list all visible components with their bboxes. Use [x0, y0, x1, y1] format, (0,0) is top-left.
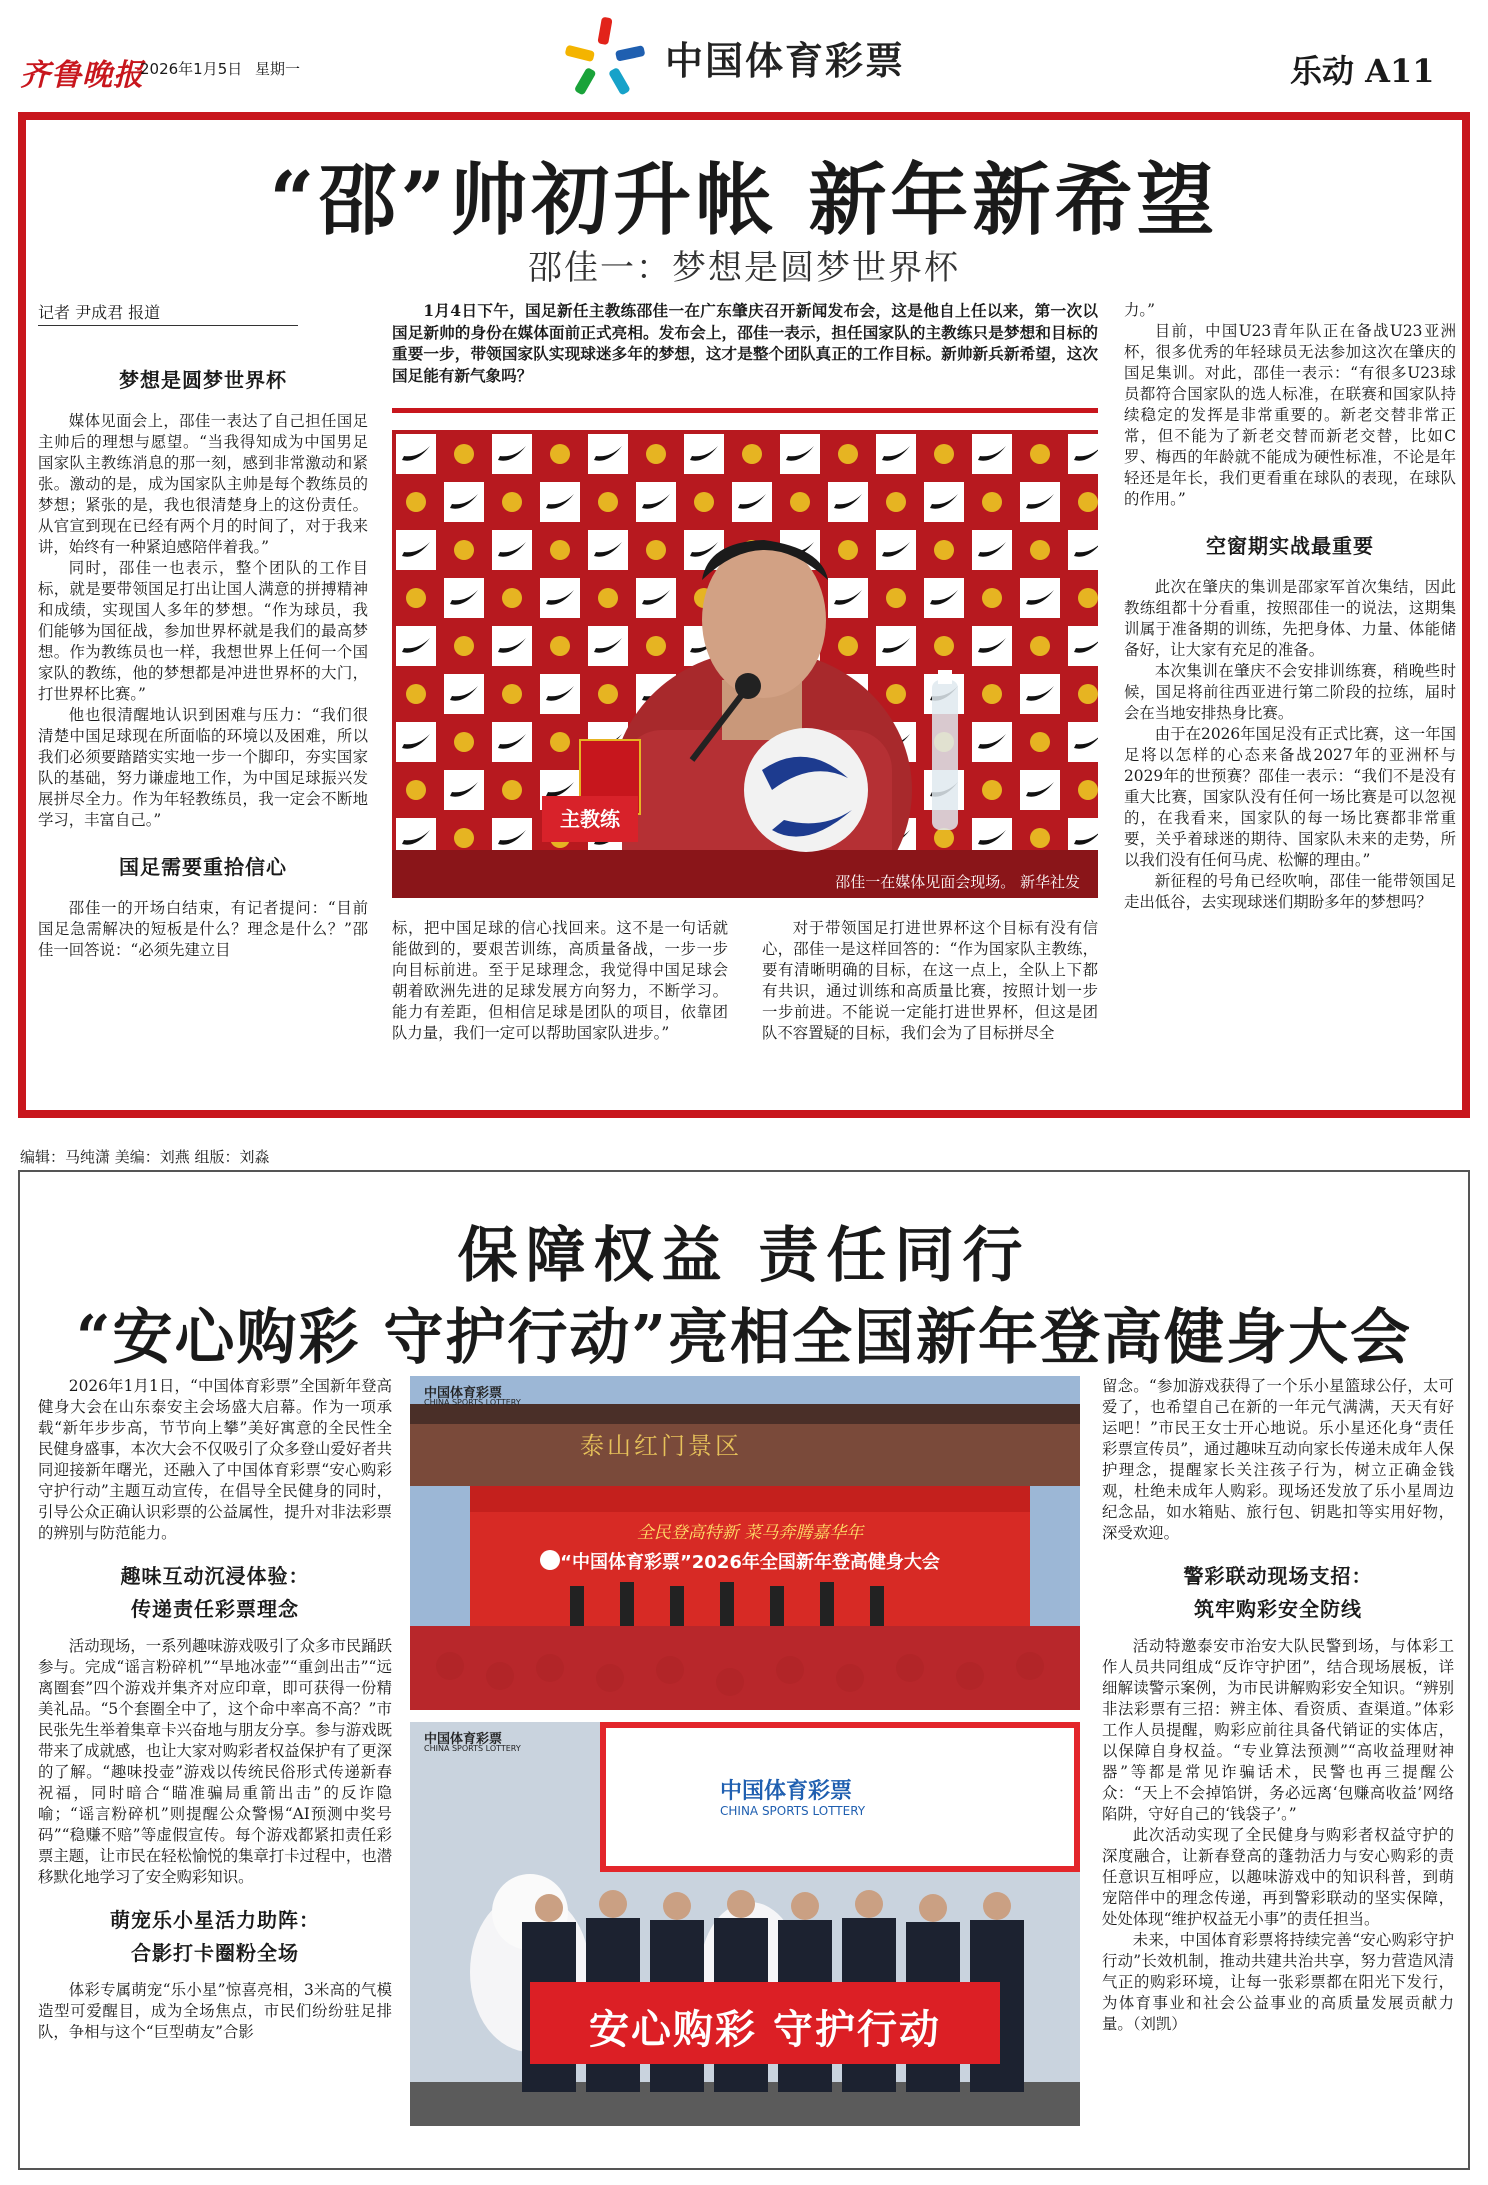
paragraph: 本次集训在肇庆不会安排训练赛，稍晚些时候，国足将前往西亚进行第二阶段的拉练，届时会在当地安排热身比赛。: [1124, 662, 1456, 722]
paragraph: 活动现场，一系列趣味游戏吸引了众多市民踊跃参与。完成“谣言粉碎机”“旱地冰壶”“重剑出击”“远离圈套”四个游戏并集齐对应印章，即可获得一份精美礼品。“5个套圈全中了，这个命中率高不高？”市民张先生举着集章卡兴奋地与朋友分享。参与游戏既带来了成就感，也让大家对购彩者权益保护有了更深的了解。“趣味投壶”游戏以传统民俗形式传递新春祝福，同时暗合“瞄准骗局重箭出击”的反诈隐喻；“谣言粉碎机”则提醒公众警惕“AI预测中奖号码”“稳赚不赔”等虚假宣传。每个游戏都紧扣责任彩票主题，让市民在轻松愉悦的集章打卡过程中，也潜移默化地学习了安全购彩知识。: [38, 1637, 393, 1886]
editor-credits: 编辑：马纯潇 美编：刘燕 组版：刘淼: [20, 1148, 270, 1166]
article1-col4: [1124, 300, 1456, 913]
section-page: 乐动 A11: [1290, 52, 1435, 90]
subheading: 空窗期实战最重要: [1206, 534, 1374, 558]
photo-logo-en: CHINA SPORTS LOTTERY: [424, 1398, 521, 1407]
paragraph: 2026年1月1日，“中国体育彩票”全国新年登高健身大会在山东泰安主会场盛大启幕。作为一项承载“新年步步高，节节向上攀”美好寓意的全民性全民健身盛事，本次大会不仅吸引了众多登山爱好者共同迎接新年曙光，还融入了中国体育彩票“安心购彩 守护行动”主题互动宣传，在倡导全民健身的同时，引导公众正确认识彩票的公益属性，提升对非法彩票的辨别与防范能力。: [38, 1377, 392, 1542]
issue-weekday: 星期一: [255, 60, 301, 78]
paragraph: 此次活动实现了全民健身与购彩者权益守护的深度融合，让新春登高的蓬勃活力与安心购彩的责任意识互相呼应，以趣味游戏中的知识科普，到萌宠陪伴中的理念传递，再到警彩联动的坚实保障，处处体现“维护权益无小事”的责任担当。: [1102, 1826, 1454, 1928]
article1-lead: 1月4日下午，国足新任主教练邵佳一在广东肇庆召开新闻发布会，这是他自上任以来，第一次以国足新帅的身份在媒体面前正式亮相。发布会上，邵佳一表示，担任国家队的主教练只是梦想和目标的重要一步，带领国家队实现球迷多年的梦想，这才是整个团队真正的工作目标。新帅新兵新希望，这次国足能有新气象吗？: [392, 301, 1098, 385]
subheading: 传递责任彩票理念: [131, 1597, 299, 1621]
byline: 记者 尹成君 报道: [38, 300, 298, 326]
photo-logo: 中国体育彩票: [424, 1386, 503, 1401]
photo-caption: 邵佳一在媒体见面会现场。 新华社发: [835, 873, 1080, 891]
subheading: 萌宠乐小星活力助阵：: [110, 1908, 320, 1932]
subheading: 趣味互动沉浸体验：: [120, 1564, 310, 1588]
paragraph: 此次在肇庆的集训是邵家军首次集结，因此教练组都十分看重，按照邵佳一的说法，这期集训属于准备期的训练，先把身体、力量、体能储备好，让大家有充足的准备。: [1124, 578, 1456, 659]
lottery-brand-name: 中国体育彩票: [665, 39, 906, 83]
subheading: 合影打卡圈粉全场: [131, 1941, 299, 1965]
article1-subtitle: 邵佳一：梦想是圆梦世界杯: [528, 248, 960, 288]
stage-scene: [410, 1376, 1080, 1710]
newspaper-name: 齐鲁晚报: [20, 58, 144, 93]
gate-sign: 泰山红门景区: [580, 1432, 742, 1460]
paragraph: 同时，邵佳一也表示，整个团队的工作目标，就是要带领国足打出让国人满意的拼搏精神和成绩，实现国人多年的梦想。“作为球员，我们能够为国征战，参加世界杯就是我们的最高梦想。作为教练员也一样，我想世界上任何一个国家队的教练，他的梦想都是冲进世界杯的大门，打世界杯比赛。”: [38, 559, 368, 703]
campaign-banner: 安心购彩 守护行动: [589, 2007, 941, 2053]
team-photo: [410, 1722, 1080, 2126]
divider: [392, 408, 1098, 413]
paragraph: 对于带领国足打进世界杯这个目标有没有信心，邵佳一是这样回答的：“作为国家队主教练，要有清晰明确的目标，在这一点上，全队上下都有共识，通过训练和高质量比赛，按照计划一步一步前进。不能说一定能打进世界杯，但这是团队不容置疑的目标，我们会为了目标拼尽全: [762, 919, 1098, 1042]
article1-title: “邵”帅初升帐 新年新希望: [269, 155, 1219, 246]
paragraph: 邵佳一的开场白结束，有记者提问：“目前国足急需解决的短板是什么？理念是什么？”邵佳一回答说：“必须先建立目: [38, 899, 368, 959]
photo-logo: 中国体育彩票: [424, 1732, 503, 1747]
stage-banner-top: 全民登高特新 菜马奔腾嘉华年: [636, 1523, 864, 1543]
subheading: 筑牢购彩安全防线: [1194, 1597, 1362, 1621]
article2-col3: [1102, 1376, 1454, 2035]
paragraph: 留念。“参加游戏获得了一个乐小星篮球公仔，太可爱了，也希望自己在新的一年元气满满，天天有好运吧！”市民王女士开心地说。乐小星还化身“责任彩票宣传员”，通过趣味互动向家长传递未成年人保护理念，提醒家长关注孩子行为，树立正确金钱观，杜绝未成年人购彩。现场还发放了乐小星周边纪念品，如水箱贴、旅行包、钥匙扣等实用好物，深受欢迎。: [1102, 1377, 1454, 1542]
paragraph: 媒体见面会上，邵佳一表达了自己担任国足主帅后的理想与愿望。“当我得知成为中国男足国家队主教练消息的那一刻，感到非常激动和紧张。激动的是，成为国家队主帅是每个教练员的梦想；紧张的是，我也很清楚身上的这份责任。从官宣到现在已经有两个月的时间了，对于我来讲，始终有一种紧迫感陪伴着我。”: [38, 412, 368, 556]
paragraph: 活动特邀泰安市治安大队民警到场，与体彩工作人员共同组成“反诈守护团”，结合现场展板，详细解读警示案例，为市民讲解购彩安全知识。“辨别非法彩票有三招：辨主体、看资质、查渠道。”体彩工作人员提醒，购彩应前往具备代销证的实体店，以保障自身权益。“专业算法预测”“高收益理财神器”等都是常见诈骗话术，民警也再三提醒公众：“天上不会掉馅饼，务必远离‘包赚高收益’网络陷阱，守好自己的‘钱袋子’。”: [1102, 1637, 1454, 1823]
subheading: 梦想是圆梦世界杯: [119, 368, 287, 392]
article2-col1: [38, 1376, 392, 2043]
paragraph: 由于在2026年国足没有正式比赛，这一年国足将以怎样的心态来备战2027年的亚洲杯与2029年的世预赛？邵佳一表示：“我们不是没有重大比赛，国家队没有任何一场比赛是可以忽视的，在我看来，国家队的每一场比赛都非常重要，关乎着球迷的期待、国家队未来的走势，所以我们没有任何马虎、松懈的理由。”: [1124, 725, 1456, 869]
sports-lottery-logo-icon: [560, 12, 650, 102]
backdrop-brand: 中国体育彩票: [720, 1779, 853, 1804]
backdrop-brand-en: CHINA SPORTS LOTTERY: [720, 1804, 866, 1818]
article1-col3: [762, 918, 1098, 1044]
issue-date: 2026年1月5日: [140, 60, 243, 78]
press-conference-photo: [392, 430, 1098, 898]
article1-col1: [38, 336, 368, 961]
stage-banner-main: “中国体育彩票”2026年全国新年登高健身大会: [560, 1552, 940, 1573]
paragraph: 目前，中国U23青年队正在备战U23亚洲杯，很多优秀的年轻球员无法参加这次在肇庆的国足集训。对此，邵佳一表示：“有很多U23球员都符合国家队的选人标准，在联赛和国家队持续稳定的发挥是非常重要的。新老交替非常正常，但不能为了新老交替而新老交替，比如C罗、梅西的年龄就不能成为硬性标准，不论是年轻还是年长，我们更看重在球队的表现，在球队的作用。”: [1124, 322, 1456, 508]
photo-logo-en: CHINA SPORTS LOTTERY: [424, 1744, 521, 1753]
article1-col2: [392, 918, 728, 1044]
paragraph: 标，把中国足球的信心找回来。这不是一句话就能做到的，要艰苦训练，高质量备战，一步一步向目标前进。至于足球理念，我觉得中国足球会朝着欧洲先进的足球发展方向努力，不断学习。能力有差距，但相信足球是团队的项目，依靠团队力量，我们一定可以帮助国家队进步。”: [392, 919, 728, 1042]
subheading: 警彩联动现场支招：: [1183, 1564, 1373, 1588]
nameplate: 主教练: [542, 796, 638, 842]
stage-photo: [410, 1376, 1080, 1710]
paragraph: 他也很清醒地认识到困难与压力：“我们很清楚中国足球现在所面临的环境以及困难，所以我们必须要踏踏实实地一步一个脚印，夯实国家队的基础，努力谦虚地工作，为中国足球振兴发展拼尽全力。作为年轻教练员，我一定会不断地学习，丰富自己。”: [38, 706, 368, 829]
paragraph: 新征程的号角已经吹响，邵佳一能带领国足走出低谷，去实现球迷们期盼多年的梦想吗？: [1124, 872, 1456, 911]
article2-title-line1: 保障权益 责任同行: [457, 1221, 1031, 1291]
article2-title-line2: “安心购彩 守护行动”亮相全国新年登高健身大会: [76, 1303, 1412, 1373]
photo-backdrop: [392, 430, 1098, 898]
subheading: 国足需要重拾信心: [119, 855, 287, 879]
paragraph: 体彩专属萌宠“乐小星”惊喜亮相，3米高的气模造型可爱醒目，成为全场焦点，市民们纷纷驻足排队，争相与这个“巨型萌友”合影: [38, 1981, 392, 2041]
paragraph: 力。”: [1124, 301, 1155, 319]
paragraph: 未来，中国体育彩票将持续完善“安心购彩守护行动”长效机制，推动共建共治共享，努力营造风清气正的购彩环境，让每一张彩票都在阳光下发行，为体育事业和社会公益事业的高质量发展贡献力量。（刘凯）: [1102, 1931, 1454, 2033]
